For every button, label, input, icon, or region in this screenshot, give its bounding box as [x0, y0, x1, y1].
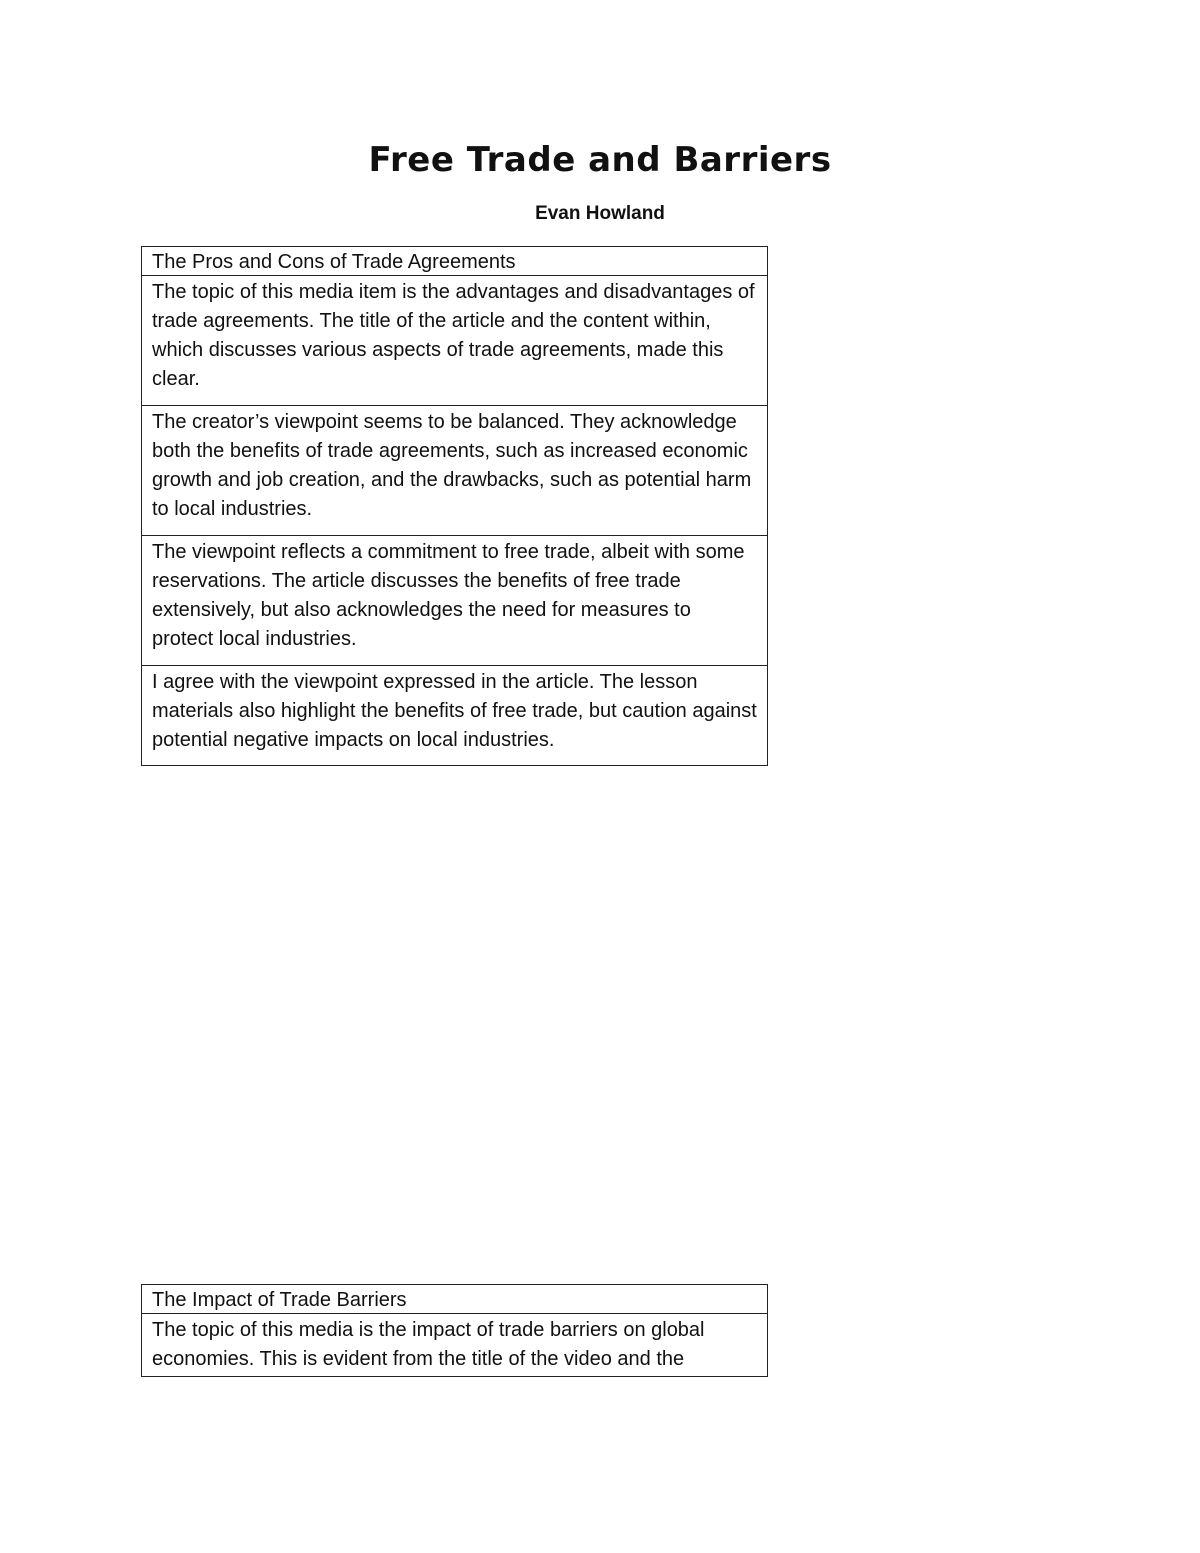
table-header-cell: The Impact of Trade Barriers [142, 1285, 768, 1314]
table-cell-topic: The topic of this media is the impact of trade barriers on global economies. This is evident from the title of the video and the [142, 1314, 768, 1377]
table-cell-agreement: I agree with the viewpoint expressed in the article. The lesson materials also highlight the benefits of free trade, but caution against potential negative impacts on local industries. [142, 666, 768, 766]
table-header-cell: The Pros and Cons of Trade Agreements [142, 247, 768, 276]
table-header-row [142, 1285, 768, 1314]
table-cell-topic: The topic of this media item is the advantages and disadvantages of trade agreements. The title of the article and the content within, which discusses various aspects of trade agreements, made this clear. [142, 276, 768, 406]
table-row [142, 536, 768, 666]
table-cell-viewpoint: The creator’s viewpoint seems to be balanced. They acknowledge both the benefits of trade agreements, such as increased economic growth and job creation, and the drawbacks, such as potential harm to local industries. [142, 406, 768, 536]
table-row [142, 1314, 768, 1377]
table-cell-commitment: The viewpoint reflects a commitment to free trade, albeit with some reservations. The article discusses the benefits of free trade extensively, but also acknowledges the need for measures to protect local industries. [142, 536, 768, 666]
table-header-row [142, 247, 768, 276]
media-analysis-table-trade-agreements [141, 246, 768, 766]
table-row [142, 406, 768, 536]
media-analysis-table-trade-barriers [141, 1284, 768, 1377]
table-row [142, 276, 768, 406]
document-title: Free Trade and Barriers [368, 140, 832, 180]
table-row [142, 666, 768, 766]
author-name: Evan Howland [535, 203, 665, 224]
